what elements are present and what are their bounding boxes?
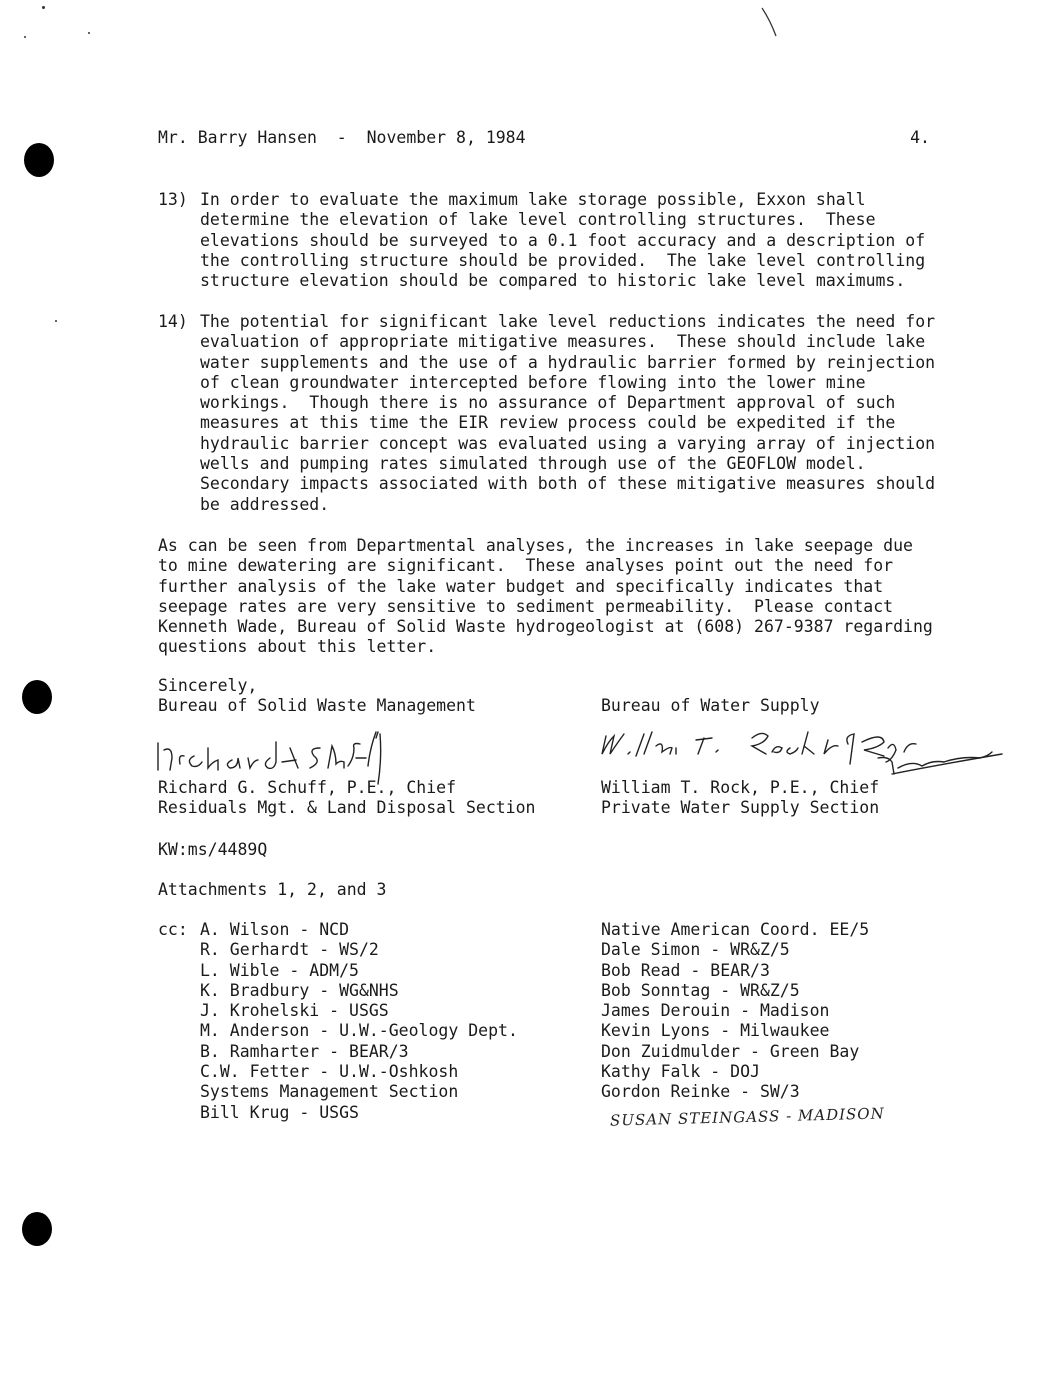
text-line: be addressed. — [200, 494, 330, 514]
attachments-line: Attachments 1, 2, and 3 — [158, 880, 387, 899]
item-number: 14) — [158, 312, 188, 331]
text-line: elevations should be surveyed to a 0.1 foot accuracy and a description of — [200, 230, 926, 250]
text-line: Secondary impacts associated with both of these mitigative measures should — [200, 474, 936, 494]
text-line: Kenneth Wade, Bureau of Solid Waste hydrogeologist at (608) 267-9387 regarding — [158, 617, 933, 637]
cc-recipient: B. Ramharter - BEAR/3 — [200, 1041, 409, 1061]
reference-code: KW:ms/4489Q — [158, 840, 268, 859]
cc-recipient: James Derouin - Madison — [601, 1001, 830, 1021]
right-bureau: Bureau of Water Supply — [601, 696, 820, 715]
cc-recipient: Gordon Reinke - SW/3 — [601, 1082, 800, 1102]
scan-speck — [24, 36, 26, 38]
text-line: In order to evaluate the maximum lake storage possible, Exxon shall — [200, 190, 866, 209]
cc-recipient: C.W. Fetter - U.W.-Oshkosh — [200, 1062, 459, 1082]
cc-recipient: Kathy Falk - DOJ — [601, 1062, 760, 1082]
text-line: water supplements and the use of a hydraulic barrier formed by reinjection — [200, 352, 936, 372]
text-line: questions about this letter. — [158, 637, 437, 657]
right-name-title: William T. Rock, P.E., Chief — [601, 778, 880, 797]
cc-recipient: M. Anderson - U.W.-Geology Dept. — [200, 1021, 518, 1041]
text-line: of clean groundwater intercepted before flowing into the lower mine — [200, 372, 866, 392]
recipient-date: Mr. Barry Hansen - November 8, 1984 — [158, 128, 526, 147]
left-section: Residuals Mgt. & Land Disposal Section — [158, 798, 536, 818]
cc-recipient: R. Gerhardt - WS/2 — [200, 940, 379, 960]
text-line: measures at this time the EIR review process could be expedited if the — [200, 413, 896, 433]
text-line: to mine dewatering are significant. These analyses point out the need for — [158, 556, 894, 576]
salutation: Sincerely, — [158, 676, 258, 695]
punch-hole-bottom — [22, 1212, 52, 1246]
item-number: 13) — [158, 190, 188, 209]
right-signatory — [601, 778, 879, 819]
handwritten-cc-addition: SUSAN STEINGASS - MADISON — [609, 1104, 885, 1130]
text-line: the controlling structure should be provided. The lake level controlling — [200, 250, 926, 270]
text-line: The potential for significant lake level reductions indicates the need for — [200, 312, 936, 331]
text-line: workings. Though there is no assurance of Department approval of such — [200, 393, 896, 413]
item-text — [200, 312, 935, 515]
text-line: wells and pumping rates simulated through use of the GEOFLOW model. — [200, 454, 866, 474]
scan-speck — [42, 6, 45, 9]
text-line: seepage rates are very sensitive to sediment permeability. Please contact — [158, 596, 894, 616]
text-line: hydraulic barrier concept was evaluated using a varying array of injection — [200, 433, 936, 453]
text-line: further analysis of the lake water budget and specifically indicates that — [158, 576, 884, 596]
closing-paragraph — [158, 536, 933, 658]
cc-recipient: L. Wible - ADM/5 — [200, 960, 359, 980]
text-line: As can be seen from Departmental analyses, the increases in lake seepage due — [158, 536, 913, 555]
cc-list-right — [601, 920, 869, 1103]
right-section: Private Water Supply Section — [601, 798, 880, 818]
scan-speck — [88, 32, 90, 34]
left-name-title: Richard G. Schuff, P.E., Chief — [158, 778, 457, 797]
cc-recipient: Systems Management Section — [200, 1082, 459, 1102]
cc-recipient: Don Zuidmulder - Green Bay — [601, 1041, 860, 1061]
cc-recipient: Native American Coord. EE/5 — [601, 920, 870, 939]
punch-hole-middle — [22, 680, 52, 714]
text-line: structure elevation should be compared to historic lake level maximums. — [200, 271, 906, 291]
cc-recipient: K. Bradbury - WG&NHS — [200, 980, 399, 1000]
cc-recipient: Dale Simon - WR&Z/5 — [601, 940, 790, 960]
cc-list-left — [200, 920, 518, 1123]
item-text — [200, 190, 925, 291]
cc-recipient: J. Krohelski - USGS — [200, 1001, 389, 1021]
cc-recipient: Bob Read - BEAR/3 — [601, 960, 770, 980]
left-signatory — [158, 778, 536, 819]
cc-recipient: A. Wilson - NCD — [200, 920, 350, 939]
rock-signature — [592, 712, 1012, 782]
scan-speck — [55, 320, 57, 322]
punch-hole-top — [24, 143, 54, 177]
page-number: 4. — [910, 128, 930, 147]
cc-label: cc: — [158, 920, 188, 939]
cc-recipient: Bill Krug - USGS — [200, 1102, 359, 1122]
scan-mark — [760, 6, 780, 38]
letter-header — [158, 128, 930, 152]
cc-recipient: Bob Sonntag - WR&Z/5 — [601, 980, 800, 1000]
text-line: determine the elevation of lake level controlling structures. These — [200, 210, 876, 230]
text-line: evaluation of appropriate mitigative measures. These should include lake — [200, 332, 926, 352]
cc-recipient: Kevin Lyons - Milwaukee — [601, 1021, 830, 1041]
left-bureau: Bureau of Solid Waste Management — [158, 696, 476, 715]
